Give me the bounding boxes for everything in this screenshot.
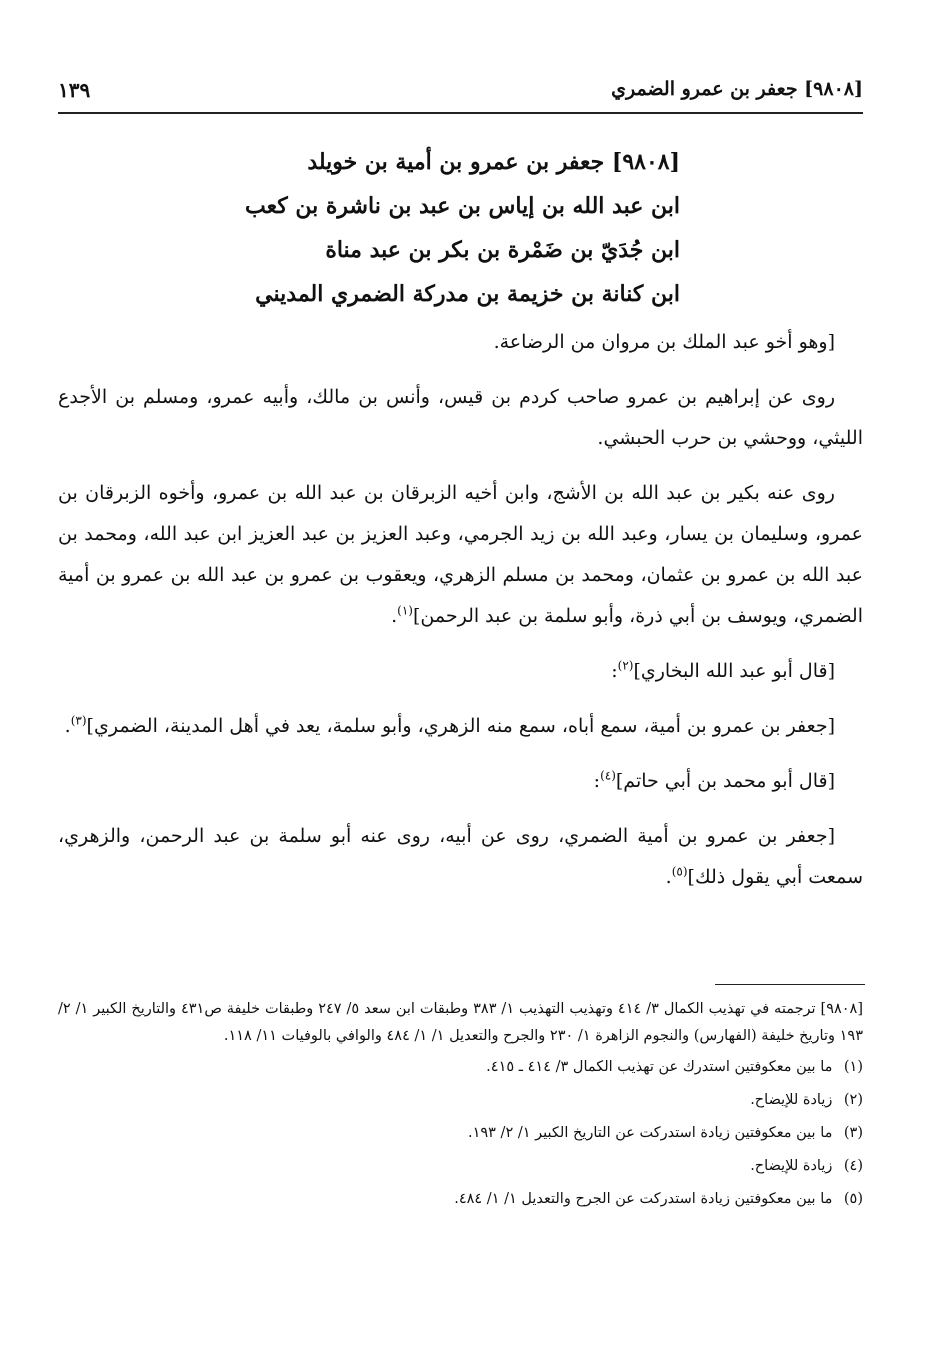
footnote-ref: (٣) (70, 713, 87, 728)
footnote-ref: (١) (397, 603, 413, 618)
footnote-number: (١) (843, 1059, 863, 1075)
paragraph-abi-hatim-intro: [قال أبو محمد بن أبي حاتم]$^{(٤)}$: (593, 768, 835, 792)
page-header (58, 74, 863, 114)
footnote-text: ما بين معكوفتين زيادة استدركت عن الجرح والتعديل ١/ ١/ ٤٨٤. (454, 1191, 833, 1207)
footnote-item (58, 1120, 863, 1147)
paragraph-text: [قال أبو محمد بن أبي حاتم] (615, 770, 835, 792)
footnote-item (58, 1186, 863, 1213)
footnote-ref: (٢) (617, 658, 634, 673)
footnote-item (58, 1087, 863, 1114)
paragraph-relation (58, 322, 863, 363)
footnote-text: ما بين معكوفتين زيادة استدركت عن التاريخ الكبير ١/ ٢/ ١٩٣. (467, 1125, 833, 1141)
footnotes (58, 996, 863, 1219)
paragraph-text: روى عنه بكير بن عبد الله بن الأشج، وابن أخيه الزبرقان بن عبد الله بن عمرو، وأخوه الزبرقان بن عمرو، وسليمان بن يسار، وعبد الله بن زيد الجرمي، وعبد العزيز بن عبد العزيز ابن عبد الله، ومحمد بن عبد الله بن عمرو بن عثمان، ومحمد بن مسلم الزهري، ويعقوب بن عمرو بن عبد الله بن عمرو بن أمية الضمري، ويوسف بن أبي ذرة، وأبو سلمة بن عبد الرحمن] (58, 482, 863, 627)
paragraph-bukhari-quote: [جعفر بن عمرو بن أمية، سمع أباه، سمع منه الزهري، وأبو سلمة، يعد في أهل المدينة، الضمري]$^{(٣)}$. (64, 713, 835, 737)
paragraph-abi-hatim-quote: [جعفر بن عمرو بن أمية الضمري، روى عن أبيه، روى عنه أبو سلمة بن عبد الرحمن، والزهري، سمعت أبي يقول ذلك]$^{(٥)}$. (58, 825, 863, 888)
footnote-text: زيادة للإيضاح. (750, 1158, 833, 1174)
footnote-text: زيادة للإيضاح. (750, 1092, 833, 1108)
paragraph-narrated-from (58, 377, 863, 459)
footnote-ref: (٤) (600, 768, 616, 783)
heading-line-3: ابن جُدَيّ بن ضَمْرة بن بكر بن عبد مناة (325, 237, 680, 263)
footnote-number: (٣) (843, 1125, 863, 1141)
paragraph-text: [جعفر بن عمرو بن أمية، سمع أباه، سمع منه الزهري، وأبو سلمة، يعد في أهل المدينة، الضمري] (86, 715, 835, 737)
running-title: [٩٨٠٨] جعفر بن عمرو الضمري (611, 78, 863, 100)
footnote-number: (٤) (843, 1158, 863, 1174)
footnote-item (58, 1054, 863, 1081)
footnote-item (58, 1153, 863, 1180)
heading-line-2: ابن عبد الله بن إياس بن عبد بن ناشرة بن كعب (245, 193, 680, 219)
paragraph-text: [قال أبو عبد الله البخاري] (633, 660, 835, 682)
paragraph-text: روى عن إبراهيم بن عمرو صاحب كردم بن قيس، وأنس بن مالك، وأبيه عمرو، ومسلم بن الأجدع الليثي، ووحشي بن حرب الحبشي. (58, 386, 863, 449)
heading-line-4: ابن كنانة بن خزيمة بن مدركة الضمري المديني (255, 281, 680, 307)
page-number: ١٣٩ (58, 78, 91, 102)
header-rule (58, 112, 863, 114)
footnote-number: (٢) (843, 1092, 863, 1108)
paragraph-text: [جعفر بن عمرو بن أمية الضمري، روى عن أبيه، روى عنه أبو سلمة بن عبد الرحمن، والزهري، سمعت أبي يقول ذلك] (58, 825, 863, 888)
footnote-text: ما بين معكوفتين استدرك عن تهذيب الكمال ٣/ ٤١٤ ـ ٤١٥. (486, 1059, 833, 1075)
footnote-sources: [٩٨٠٨] ترجمته في تهذيب الكمال ٣/ ٤١٤ وتهذيب التهذيب ١/ ٣٨٣ وطبقات ابن سعد ٥/ ٢٤٧ وطبقات خليفة ص٤٣١ والتاريخ الكبير ١/ ٢/ ١٩٣ وتاريخ خليفة (الفهارس) والنجوم الزاهرة ١/ ٢٣٠ والجرح والتعديل ١/ ١/ ٤٨٤ والوافي بالوفيات ١١/ ١١٨. (58, 1001, 864, 1044)
paragraph-text: [وهو أخو عبد الملك بن مروان من الرضاعة. (493, 331, 835, 353)
entry-heading (150, 140, 680, 316)
footnote-ref: (٥) (671, 864, 688, 879)
footnote-divider (715, 984, 865, 985)
paragraph-bukhari-intro: [قال أبو عبد الله البخاري]$^{(٢)}$: (611, 658, 835, 682)
footnote-number: (٥) (843, 1191, 863, 1207)
paragraph-narrators: روى عنه بكير بن عبد الله بن الأشج، وابن أخيه الزبرقان بن عبد الله بن عمرو، وأخوه الزبرقان بن عمرو، وسليمان بن يسار، وعبد الله بن زيد الجرمي، وعبد العزيز بن عبد العزيز ابن عبد الله، ومحمد بن عبد الله بن عمرو بن عثمان، ومحمد بن مسلم الزهري، ويعقوب بن عمرو بن عبد الله بن عمرو بن أمية الضمري، ويوسف بن أبي ذرة، وأبو سلمة بن عبد الرحمن]$^{(١)}$. (58, 482, 863, 627)
entry-body (58, 322, 863, 912)
heading-line-1: [٩٨٠٨] جعفر بن عمرو بن أمية بن خويلد (307, 149, 680, 175)
